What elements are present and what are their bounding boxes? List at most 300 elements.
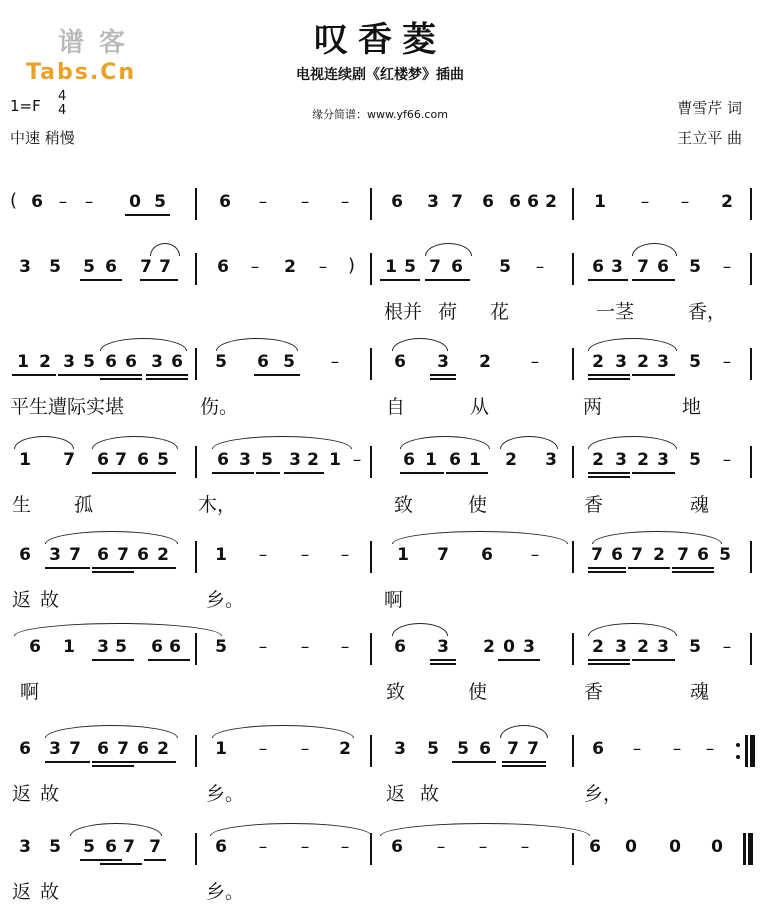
score-row xyxy=(0,438,760,528)
note: – xyxy=(318,257,328,277)
note: 6 xyxy=(592,739,604,759)
note: 6 xyxy=(19,739,31,759)
note: 5 xyxy=(499,257,511,277)
note: 3 xyxy=(657,637,669,657)
lyric-word: 地 xyxy=(682,396,702,418)
lyric-word: 返 xyxy=(12,783,32,805)
note: 7 xyxy=(140,257,152,277)
slur-arc xyxy=(92,436,178,449)
note: 6 xyxy=(169,637,181,657)
note: – xyxy=(340,837,350,857)
note: 5 xyxy=(154,192,166,212)
note: 1 xyxy=(397,545,409,565)
slur-arc xyxy=(212,725,354,738)
beam-underline xyxy=(588,279,628,281)
beam-underline xyxy=(100,378,142,380)
note: – xyxy=(705,739,715,759)
lyric-word: 故 xyxy=(40,881,60,903)
source-credit: 缘分简谱：www.yf66.com xyxy=(312,108,448,121)
note: 6 xyxy=(403,450,415,470)
note: 7 xyxy=(429,257,441,277)
note: 6 xyxy=(105,257,117,277)
beam-underline xyxy=(502,761,546,763)
note: 6 xyxy=(217,450,229,470)
note: 2 xyxy=(483,637,495,657)
note: 6 xyxy=(657,257,669,277)
slur-arc xyxy=(45,725,178,738)
beam-underline xyxy=(628,567,670,569)
note: 1 xyxy=(385,257,397,277)
note: 6 xyxy=(105,837,117,857)
note: 3 xyxy=(63,352,75,372)
bar-line xyxy=(195,253,197,285)
beam-underline xyxy=(425,279,470,281)
beam-underline xyxy=(380,279,420,281)
note: 3 xyxy=(394,739,406,759)
note: – xyxy=(672,739,682,759)
lyric-word: 从 xyxy=(470,396,490,418)
note: 5 xyxy=(49,257,61,277)
lyric-word: 伤。 xyxy=(200,396,239,418)
beam-underline xyxy=(12,374,56,376)
time-signature xyxy=(58,90,66,118)
note: – xyxy=(722,257,732,277)
lyric-word: 啊 xyxy=(20,681,40,703)
note: – xyxy=(300,545,310,565)
note: 3 xyxy=(49,739,61,759)
bar-line xyxy=(370,633,372,665)
note: 5 xyxy=(689,637,701,657)
beam-underline xyxy=(588,476,630,478)
beam-underline xyxy=(446,472,488,474)
final-bar-line xyxy=(745,735,748,767)
watermark-line2: Tabs.Cn xyxy=(26,60,137,85)
bar-line xyxy=(370,348,372,380)
bar-line xyxy=(750,633,752,665)
note: 2 xyxy=(653,545,665,565)
note: 2 xyxy=(637,450,649,470)
note: – xyxy=(436,837,446,857)
time-signature-bottom: 4 xyxy=(58,103,67,118)
beam-underline xyxy=(134,567,176,569)
note: 2 xyxy=(637,637,649,657)
lyric-word: 致 xyxy=(386,681,406,703)
beam-underline xyxy=(148,659,190,661)
note: 5 xyxy=(115,637,127,657)
beam-underline xyxy=(92,765,134,767)
note: – xyxy=(258,545,268,565)
note: 2 xyxy=(157,739,169,759)
final-bar-line xyxy=(750,833,753,865)
note: 6 xyxy=(97,739,109,759)
beam-underline xyxy=(80,279,122,281)
note: 3 xyxy=(657,450,669,470)
note: – xyxy=(258,637,268,657)
note: 3 xyxy=(437,352,449,372)
note: 7 xyxy=(123,837,135,857)
note: 3 xyxy=(437,637,449,657)
note: 0 xyxy=(711,837,723,857)
lyric-word: 木， xyxy=(198,494,237,516)
beam-underline xyxy=(92,761,134,763)
beam-underline xyxy=(256,472,280,474)
bar-line xyxy=(370,833,372,865)
note: 6 xyxy=(151,637,163,657)
lyric-word: 乡。 xyxy=(206,589,245,611)
beam-underline xyxy=(80,859,122,861)
beam-underline xyxy=(632,659,675,661)
note: 3 xyxy=(615,450,627,470)
note: – xyxy=(300,637,310,657)
beam-underline xyxy=(212,472,254,474)
note: 6 xyxy=(394,352,406,372)
note: 6 xyxy=(391,192,403,212)
note: – xyxy=(340,637,350,657)
beam-underline xyxy=(146,378,188,380)
note: 6 xyxy=(527,192,539,212)
beam-underline xyxy=(45,567,90,569)
note: 2 xyxy=(39,352,51,372)
note: 7 xyxy=(527,739,539,759)
note: 0 xyxy=(669,837,681,857)
note: 6 xyxy=(451,257,463,277)
time-signature-top: 4 xyxy=(58,89,67,104)
note: 6 xyxy=(592,257,604,277)
beam-underline xyxy=(125,214,170,216)
note: – xyxy=(535,257,545,277)
beam-underline xyxy=(502,765,546,767)
lyric-word: 使 xyxy=(468,681,488,703)
note: 7 xyxy=(117,545,129,565)
note: – xyxy=(250,257,260,277)
note: 5 xyxy=(215,637,227,657)
note: – xyxy=(300,192,310,212)
note: 7 xyxy=(63,450,75,470)
note: 7 xyxy=(117,739,129,759)
note: – xyxy=(258,192,268,212)
slur-arc xyxy=(14,623,222,636)
note: 5 xyxy=(404,257,416,277)
bar-line xyxy=(370,446,372,478)
note: 6 xyxy=(589,837,601,857)
note: 3 xyxy=(615,352,627,372)
beam-underline xyxy=(58,374,102,376)
note: 3 xyxy=(427,192,439,212)
song-title: 叹香菱 xyxy=(314,20,446,60)
lyric-word: 返 xyxy=(12,881,32,903)
note: 6 xyxy=(105,352,117,372)
beam-underline xyxy=(140,279,178,281)
slur-arc xyxy=(632,243,677,256)
note: 6 xyxy=(217,257,229,277)
beam-underline xyxy=(588,378,630,380)
composer-credit: 王立平 曲 xyxy=(677,129,742,147)
lyric-word: 根并 xyxy=(384,301,423,323)
lyric-word: 乡， xyxy=(584,783,623,805)
beam-underline xyxy=(588,663,630,665)
bar-line xyxy=(370,188,372,220)
note: 3 xyxy=(611,257,623,277)
note: 5 xyxy=(83,837,95,857)
lyric-word: 乡。 xyxy=(206,881,245,903)
note: 6 xyxy=(611,545,623,565)
note: 7 xyxy=(115,450,127,470)
beam-underline xyxy=(632,279,675,281)
note: 1 xyxy=(17,352,29,372)
note: 3 xyxy=(19,257,31,277)
note: 6 xyxy=(31,192,43,212)
note: 3 xyxy=(19,837,31,857)
slur-arc xyxy=(100,338,187,351)
slur-arc xyxy=(14,436,74,449)
note: 7 xyxy=(159,257,171,277)
bar-line xyxy=(750,348,752,380)
note: 3 xyxy=(523,637,535,657)
slur-arc xyxy=(500,725,548,738)
beam-underline xyxy=(588,571,626,573)
note: 5 xyxy=(261,450,273,470)
slur-arc xyxy=(588,623,677,636)
bar-line xyxy=(750,541,752,573)
beam-underline xyxy=(100,863,142,865)
lyric-word: 一茎 xyxy=(596,301,635,323)
beam-underline xyxy=(254,374,300,376)
score-row xyxy=(0,340,760,430)
note: 6 xyxy=(219,192,231,212)
bar-line xyxy=(750,446,752,478)
beam-underline xyxy=(134,761,176,763)
bar-line xyxy=(195,541,197,573)
beam-underline xyxy=(284,472,324,474)
note: 6 xyxy=(697,545,709,565)
note: – xyxy=(58,192,68,212)
lyric-word: 荷 xyxy=(438,301,458,323)
bar-line xyxy=(750,188,752,220)
note: 2 xyxy=(637,352,649,372)
note: 7 xyxy=(507,739,519,759)
bar-line xyxy=(572,348,574,380)
note: – xyxy=(300,837,310,857)
slur-arc xyxy=(425,243,472,256)
note: 3 xyxy=(615,637,627,657)
note: 2 xyxy=(157,545,169,565)
beam-underline xyxy=(430,659,456,661)
note: – xyxy=(300,739,310,759)
slur-arc xyxy=(150,243,180,256)
beam-underline xyxy=(144,859,166,861)
note: 5 xyxy=(689,257,701,277)
score-row xyxy=(0,625,760,715)
slur-arc xyxy=(216,338,298,351)
lyric-word: 自 xyxy=(386,396,406,418)
bar-line xyxy=(572,253,574,285)
note: 5 xyxy=(83,352,95,372)
note: 1 xyxy=(594,192,606,212)
note: 6 xyxy=(449,450,461,470)
note: 3 xyxy=(657,352,669,372)
note: 1 xyxy=(63,637,75,657)
note: 7 xyxy=(149,837,161,857)
tempo-marking: 中速 稍慢 xyxy=(10,129,75,147)
slur-arc xyxy=(70,823,162,836)
slur-arc xyxy=(392,531,568,544)
note: 5 xyxy=(689,450,701,470)
note: 2 xyxy=(284,257,296,277)
lyric-word: 故 xyxy=(420,783,440,805)
note: 7 xyxy=(637,257,649,277)
note: – xyxy=(680,192,690,212)
key-signature: 1=F xyxy=(10,97,41,115)
lyric-word: 魂 xyxy=(690,681,710,703)
note: – xyxy=(722,450,732,470)
lyric-word: 返 xyxy=(386,783,406,805)
beam-underline xyxy=(672,567,714,569)
note: 7 xyxy=(69,739,81,759)
lyric-word: 乡。 xyxy=(206,783,245,805)
note: 7 xyxy=(437,545,449,565)
note: 5 xyxy=(283,352,295,372)
beam-underline xyxy=(146,374,188,376)
bar-line xyxy=(195,633,197,665)
note: 6 xyxy=(125,352,137,372)
note: – xyxy=(340,545,350,565)
note: – xyxy=(520,837,530,857)
note: 5 xyxy=(215,352,227,372)
slur-arc xyxy=(500,436,558,449)
note: 6 xyxy=(391,837,403,857)
note: 2 xyxy=(545,192,557,212)
repeat-dot xyxy=(736,755,740,759)
slur-arc xyxy=(588,338,677,351)
beam-underline xyxy=(672,571,714,573)
bar-line xyxy=(370,253,372,285)
note: 6 xyxy=(137,545,149,565)
note: 6 xyxy=(29,637,41,657)
beam-underline xyxy=(588,472,630,474)
note: 5 xyxy=(457,739,469,759)
score-row xyxy=(0,727,760,817)
lyric-word: 致 xyxy=(394,494,414,516)
note: 1 xyxy=(469,450,481,470)
note: – xyxy=(352,450,362,470)
slur-arc xyxy=(588,436,677,449)
note: 5 xyxy=(49,837,61,857)
beam-underline xyxy=(452,761,496,763)
note: 6 xyxy=(481,545,493,565)
score-row xyxy=(0,533,760,623)
slur-arc xyxy=(212,436,352,449)
note: 7 xyxy=(631,545,643,565)
note: 0 xyxy=(503,637,515,657)
beam-underline xyxy=(430,663,456,665)
bar-line xyxy=(572,188,574,220)
bar-line xyxy=(750,253,752,285)
beam-underline xyxy=(430,378,456,380)
beam-underline xyxy=(498,659,540,661)
note: – xyxy=(84,192,94,212)
lyric-word: 魂 xyxy=(690,494,710,516)
beam-underline xyxy=(92,472,134,474)
note: – xyxy=(530,352,540,372)
repeat-dot xyxy=(736,743,740,747)
note: 2 xyxy=(339,739,351,759)
lyricist-credit: 曹雪芹 词 xyxy=(677,99,742,117)
note: 3 xyxy=(97,637,109,657)
beam-underline xyxy=(588,374,630,376)
lyric-word: 返 xyxy=(12,589,32,611)
note: 6 xyxy=(19,545,31,565)
bar-line xyxy=(370,735,372,767)
note: – xyxy=(330,352,340,372)
lyric-word: 生 xyxy=(12,494,32,516)
lyric-word: 孤 xyxy=(74,494,94,516)
note: 5 xyxy=(83,257,95,277)
beam-underline xyxy=(588,659,630,661)
note: 2 xyxy=(721,192,733,212)
note: 2 xyxy=(505,450,517,470)
lyric-word: 平生遭际实堪 xyxy=(10,396,125,418)
note: 0 xyxy=(129,192,141,212)
note: 3 xyxy=(239,450,251,470)
lyric-word: 香， xyxy=(688,301,727,323)
beam-underline xyxy=(134,472,176,474)
beam-underline xyxy=(92,659,134,661)
beam-underline xyxy=(632,374,675,376)
note: 7 xyxy=(451,192,463,212)
note: – xyxy=(258,739,268,759)
note: 6 xyxy=(509,192,521,212)
note: 1 xyxy=(215,545,227,565)
lyric-word: 两 xyxy=(583,396,603,418)
lyric-word: 故 xyxy=(40,783,60,805)
beam-underline xyxy=(100,374,142,376)
lyric-word: 花 xyxy=(490,301,510,323)
note: 6 xyxy=(137,739,149,759)
note: 7 xyxy=(677,545,689,565)
beam-underline xyxy=(45,761,90,763)
slur-arc xyxy=(400,436,490,449)
bar-line xyxy=(195,348,197,380)
note: 5 xyxy=(719,545,731,565)
note: 6 xyxy=(97,450,109,470)
note: 1 xyxy=(19,450,31,470)
lyric-word: 使 xyxy=(468,494,488,516)
note: 2 xyxy=(307,450,319,470)
beam-underline xyxy=(400,472,444,474)
slur-arc xyxy=(210,823,372,836)
lyric-word: 香 xyxy=(584,681,604,703)
note: 6 xyxy=(479,739,491,759)
note: 2 xyxy=(592,637,604,657)
note: – xyxy=(530,545,540,565)
note: 3 xyxy=(49,545,61,565)
note: 2 xyxy=(592,450,604,470)
note: 5 xyxy=(157,450,169,470)
note: 6 xyxy=(257,352,269,372)
beam-underline xyxy=(430,374,456,376)
beam-underline xyxy=(92,571,134,573)
bar-line xyxy=(572,446,574,478)
bar-line xyxy=(572,735,574,767)
slur-arc xyxy=(392,623,448,636)
note: 6 xyxy=(394,637,406,657)
note: 6 xyxy=(97,545,109,565)
slur-arc xyxy=(592,531,722,544)
note: 1 xyxy=(329,450,341,470)
watermark-line1: 谱 客 xyxy=(58,28,129,58)
note: 6 xyxy=(137,450,149,470)
bar-line xyxy=(572,633,574,665)
